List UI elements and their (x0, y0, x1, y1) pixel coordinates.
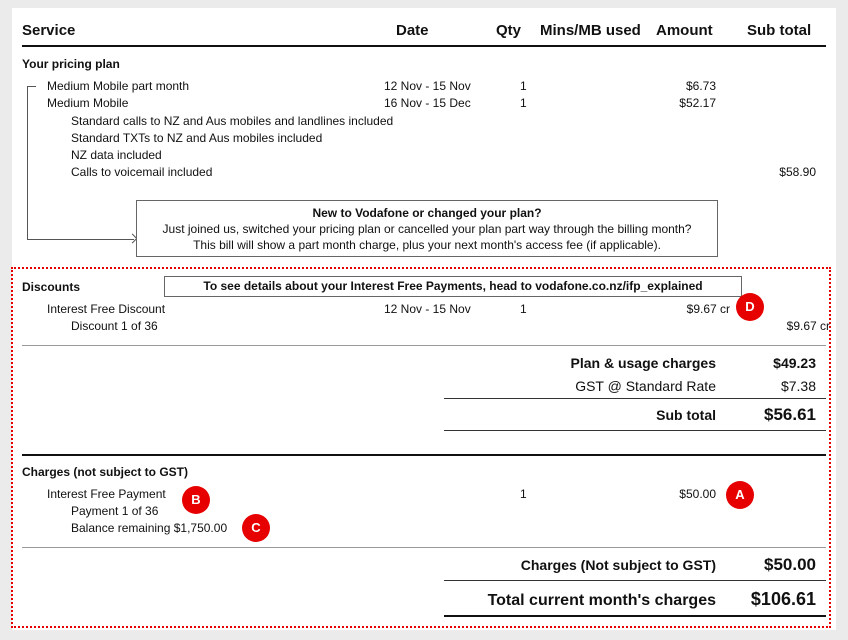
plan-row-2-qty: 1 (520, 96, 527, 110)
plan-subtotal: $58.90 (779, 165, 816, 179)
pricing-plan-title: Your pricing plan (22, 57, 120, 71)
charges-row-service: Interest Free Payment (47, 487, 166, 501)
discount-detail: Discount 1 of 36 (71, 319, 158, 333)
callout-line-1: Just joined us, switched your pricing plan or cancelled your plan part way through the billing month? (162, 222, 692, 236)
plan-change-callout (136, 200, 718, 257)
plan-usage-value: $49.23 (773, 355, 816, 371)
plan-row-1-qty: 1 (520, 79, 527, 93)
charges-total-value: $50.00 (764, 555, 816, 574)
balance-remaining: Balance remaining $1,750.00 (71, 521, 228, 535)
discount-row-amount: $9.67 cr (686, 302, 730, 316)
grand-total-divider-top (444, 580, 826, 581)
inclusion-txts: Standard TXTs to NZ and Aus mobiles included (71, 131, 323, 145)
plan-row-1-date: 12 Nov - 15 Nov (384, 79, 471, 93)
header-sub-total: Sub total (747, 22, 812, 39)
grand-total-value: $106.61 (750, 589, 816, 609)
header-mins-mb: Mins/MB used (540, 22, 641, 39)
header-qty: Qty (496, 22, 522, 39)
sub-total-label: Sub total (656, 407, 716, 423)
charges-row-amount: $50.00 (679, 487, 716, 501)
sub-total-value: $56.61 (764, 405, 816, 424)
discount-divider (22, 345, 826, 346)
plan-row-1-amount: $6.73 (685, 79, 716, 93)
charges-title: Charges (not subject to GST) (22, 465, 189, 479)
charges-divider (22, 547, 826, 548)
discount-row-date: 12 Nov - 15 Nov (384, 302, 471, 316)
inclusion-data: NZ data included (71, 148, 162, 162)
discount-subtotal: $9.67 cr (786, 319, 830, 333)
discount-row-qty: 1 (520, 302, 527, 316)
inclusion-calls: Standard calls to NZ and Aus mobiles and landlines included (71, 114, 394, 128)
charges-row-qty: 1 (520, 487, 527, 501)
callout-title: New to Vodafone or changed your plan? (312, 206, 542, 220)
header-divider (22, 45, 826, 47)
callout-line-2: This bill will show a part month charge, plus your next month's access fee (if applicable). (193, 238, 661, 252)
header-amount: Amount (656, 22, 713, 39)
grand-total-divider-bottom (444, 615, 826, 617)
payment-detail: Payment 1 of 36 (71, 504, 159, 518)
plan-row-2-amount: $52.17 (679, 96, 716, 110)
connector-bottom (27, 239, 134, 240)
plan-usage-label: Plan & usage charges (570, 355, 716, 371)
charges-divider-top (22, 454, 826, 456)
gst-label: GST @ Standard Rate (575, 378, 716, 394)
badge-a: A (726, 481, 754, 509)
plan-row-1-service: Medium Mobile part month (47, 79, 190, 93)
discounts-title: Discounts (22, 280, 81, 294)
connector-top (27, 86, 36, 87)
ifp-callout-text: To see details about your Interest Free Payments, head to vodafone.co.nz/ifp_explained (203, 279, 703, 293)
totals-divider-2 (444, 430, 826, 431)
badge-c: C (242, 514, 270, 542)
totals-divider-1 (444, 398, 826, 399)
inclusion-voicemail: Calls to voicemail included (71, 165, 213, 179)
charges-total-label: Charges (Not subject to GST) (520, 557, 716, 573)
plan-row-2-date: 16 Nov - 15 Dec (384, 96, 471, 110)
header-service: Service (22, 22, 76, 39)
badge-d: D (736, 293, 764, 321)
grand-total-label: Total current month's charges (487, 592, 716, 609)
header-date: Date (396, 22, 429, 39)
ifp-callout (164, 276, 742, 297)
discount-row-service: Interest Free Discount (47, 302, 166, 316)
connector-vertical (27, 86, 28, 239)
plan-row-2-service: Medium Mobile (47, 96, 129, 110)
gst-value: $7.38 (780, 378, 816, 394)
badge-b: B (182, 486, 210, 514)
